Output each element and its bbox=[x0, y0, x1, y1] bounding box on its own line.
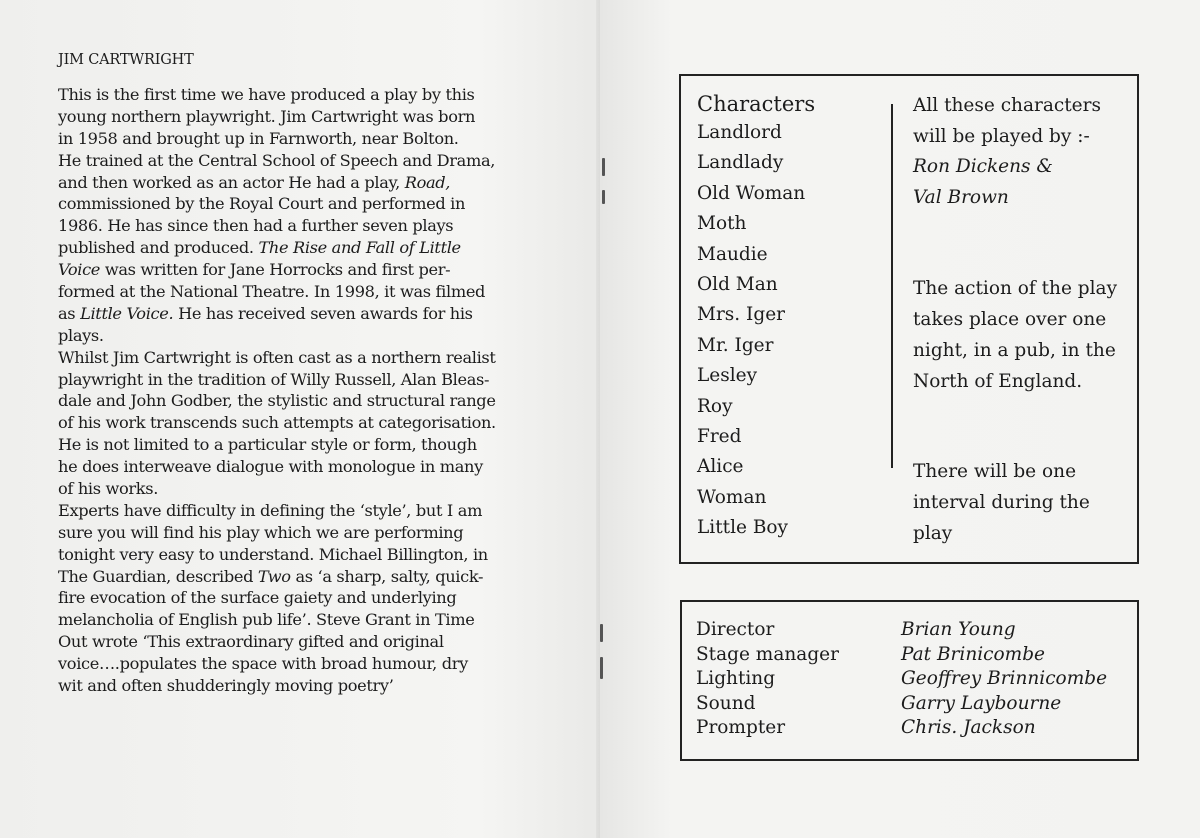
biography-line: sure you will find his play which we are performing bbox=[58, 522, 464, 542]
interval-note bbox=[913, 456, 1133, 549]
played-by-line: will be played by :- bbox=[913, 125, 1090, 147]
character-name: Lesley bbox=[697, 365, 758, 387]
biography-line: voice….populates the space with broad humour, dry bbox=[58, 654, 468, 674]
biography-line: he does interweave dialogue with monologue in many bbox=[58, 457, 483, 477]
biography-title: JIM CARTWRIGHT bbox=[58, 52, 194, 68]
italic-title: Two bbox=[257, 566, 291, 586]
column-divider bbox=[891, 104, 893, 468]
actor-name: Val Brown bbox=[913, 186, 1009, 208]
characters-heading: Characters bbox=[697, 92, 816, 116]
character-name: Woman bbox=[697, 486, 767, 508]
crew-member-name: Pat Brinicombe bbox=[901, 643, 1045, 665]
binding-mark bbox=[600, 657, 603, 679]
character-name: Landlady bbox=[697, 152, 784, 174]
italic-title: Little Voice. bbox=[80, 303, 174, 323]
biography-line: 1986. He has since then had a further seven plays bbox=[58, 216, 454, 236]
crew-row bbox=[696, 668, 1126, 692]
character-name: Mrs. Iger bbox=[697, 304, 785, 326]
character-name: Alice bbox=[697, 456, 744, 478]
crew-box bbox=[680, 600, 1139, 761]
biography-line: wit and often shudderingly moving poetry’ bbox=[58, 676, 394, 696]
crew-role: Sound bbox=[696, 692, 756, 714]
binding-mark bbox=[602, 158, 605, 176]
action-line: North of England. bbox=[913, 371, 1083, 392]
character-name: Moth bbox=[697, 213, 747, 235]
crew-role: Lighting bbox=[696, 668, 776, 690]
biography-line: and then worked as an actor He had a play, Road, bbox=[58, 172, 451, 192]
played-by-note bbox=[913, 91, 1133, 213]
crew-member-name: Brian Young bbox=[901, 619, 1016, 640]
cast-box bbox=[679, 74, 1139, 564]
interval-line: interval during the bbox=[913, 492, 1090, 513]
biography-line: published and produced. The Rise and Fall of Little bbox=[58, 238, 461, 258]
biography-line: playwright in the tradition of Willy Russell, Alan Bleas- bbox=[58, 369, 490, 389]
biography-line: Whilst Jim Cartwright is often cast as a northern realist bbox=[58, 347, 496, 367]
biography-line: of his works. bbox=[58, 479, 158, 499]
biography-line: tonight very easy to understand. Michael Billington, in bbox=[58, 544, 488, 564]
character-name: Old Woman bbox=[697, 182, 806, 204]
interval-line: There will be one bbox=[913, 461, 1077, 482]
crew-member-name: Chris. Jackson bbox=[901, 717, 1036, 739]
biography-line: fire evocation of the surface gaiety and underlying bbox=[58, 588, 457, 608]
setting-note bbox=[913, 273, 1133, 397]
italic-title: The Rise and Fall of Little bbox=[258, 238, 461, 258]
biography-line: The Guardian, described Two as ‘a sharp, salty, quick- bbox=[58, 566, 484, 586]
crew-member-name: Garry Laybourne bbox=[901, 692, 1062, 714]
character-name: Little Boy bbox=[697, 517, 789, 539]
action-line: The action of the play bbox=[913, 278, 1118, 299]
biography-line: dale and John Godber, the stylistic and structural range bbox=[58, 391, 496, 411]
biography-line: Experts have difficulty in defining the ‘style’, but I am bbox=[58, 500, 483, 520]
binding-mark bbox=[602, 190, 605, 204]
crew-row bbox=[696, 693, 1126, 717]
biography-line: young northern playwright. Jim Cartwright was born bbox=[58, 106, 476, 126]
actor-name: Ron Dickens & bbox=[913, 156, 1053, 177]
biography-line: melancholia of English pub life’. Steve Grant in Time bbox=[58, 610, 475, 630]
interval-line: play bbox=[913, 523, 953, 544]
character-name: Mr. Iger bbox=[697, 334, 774, 356]
action-line: takes place over one bbox=[913, 309, 1107, 330]
crew-member-name: Geoffrey Brinnicombe bbox=[901, 668, 1108, 690]
characters-list bbox=[697, 118, 887, 544]
binding-mark bbox=[600, 624, 603, 642]
biography-line: of his work transcends such attempts at categorisation. bbox=[58, 413, 496, 433]
italic-title: Voice bbox=[58, 260, 101, 280]
biography-line: plays. bbox=[58, 325, 104, 345]
crew-row bbox=[696, 644, 1126, 668]
biography-line: He trained at the Central School of Speech and Drama, bbox=[58, 150, 496, 170]
crew-role: Stage manager bbox=[696, 643, 839, 665]
character-name: Roy bbox=[697, 395, 733, 417]
biography-line: formed at the National Theatre. In 1998, it was filmed bbox=[58, 282, 486, 302]
biography-line: commissioned by the Royal Court and performed in bbox=[58, 194, 466, 214]
biography-line: This is the first time we have produced a play by this bbox=[58, 85, 475, 104]
characters-column bbox=[697, 92, 887, 544]
biography-line: in 1958 and brought up in Farnworth, near Bolton. bbox=[58, 128, 459, 148]
italic-title: Road, bbox=[404, 172, 451, 192]
crew-row bbox=[696, 717, 1126, 741]
biography-line: as Little Voice. He has received seven awards for his bbox=[58, 303, 473, 323]
biography-line: Voice was written for Jane Horrocks and first per- bbox=[58, 260, 451, 280]
crew-role: Director bbox=[696, 619, 775, 640]
played-by-line: All these characters bbox=[913, 95, 1101, 116]
character-name: Maudie bbox=[697, 243, 768, 265]
character-name: Landlord bbox=[697, 122, 782, 143]
biography-section bbox=[58, 52, 518, 697]
character-name: Old Man bbox=[697, 274, 778, 296]
crew-row bbox=[696, 619, 1126, 643]
biography-line: He is not limited to a particular style or form, though bbox=[58, 435, 477, 455]
action-line: night, in a pub, in the bbox=[913, 340, 1116, 361]
character-name: Fred bbox=[697, 426, 742, 448]
crew-role: Prompter bbox=[696, 717, 786, 739]
biography-line: Out wrote ‘This extraordinary gifted and original bbox=[58, 632, 444, 652]
biography-text bbox=[58, 84, 518, 697]
